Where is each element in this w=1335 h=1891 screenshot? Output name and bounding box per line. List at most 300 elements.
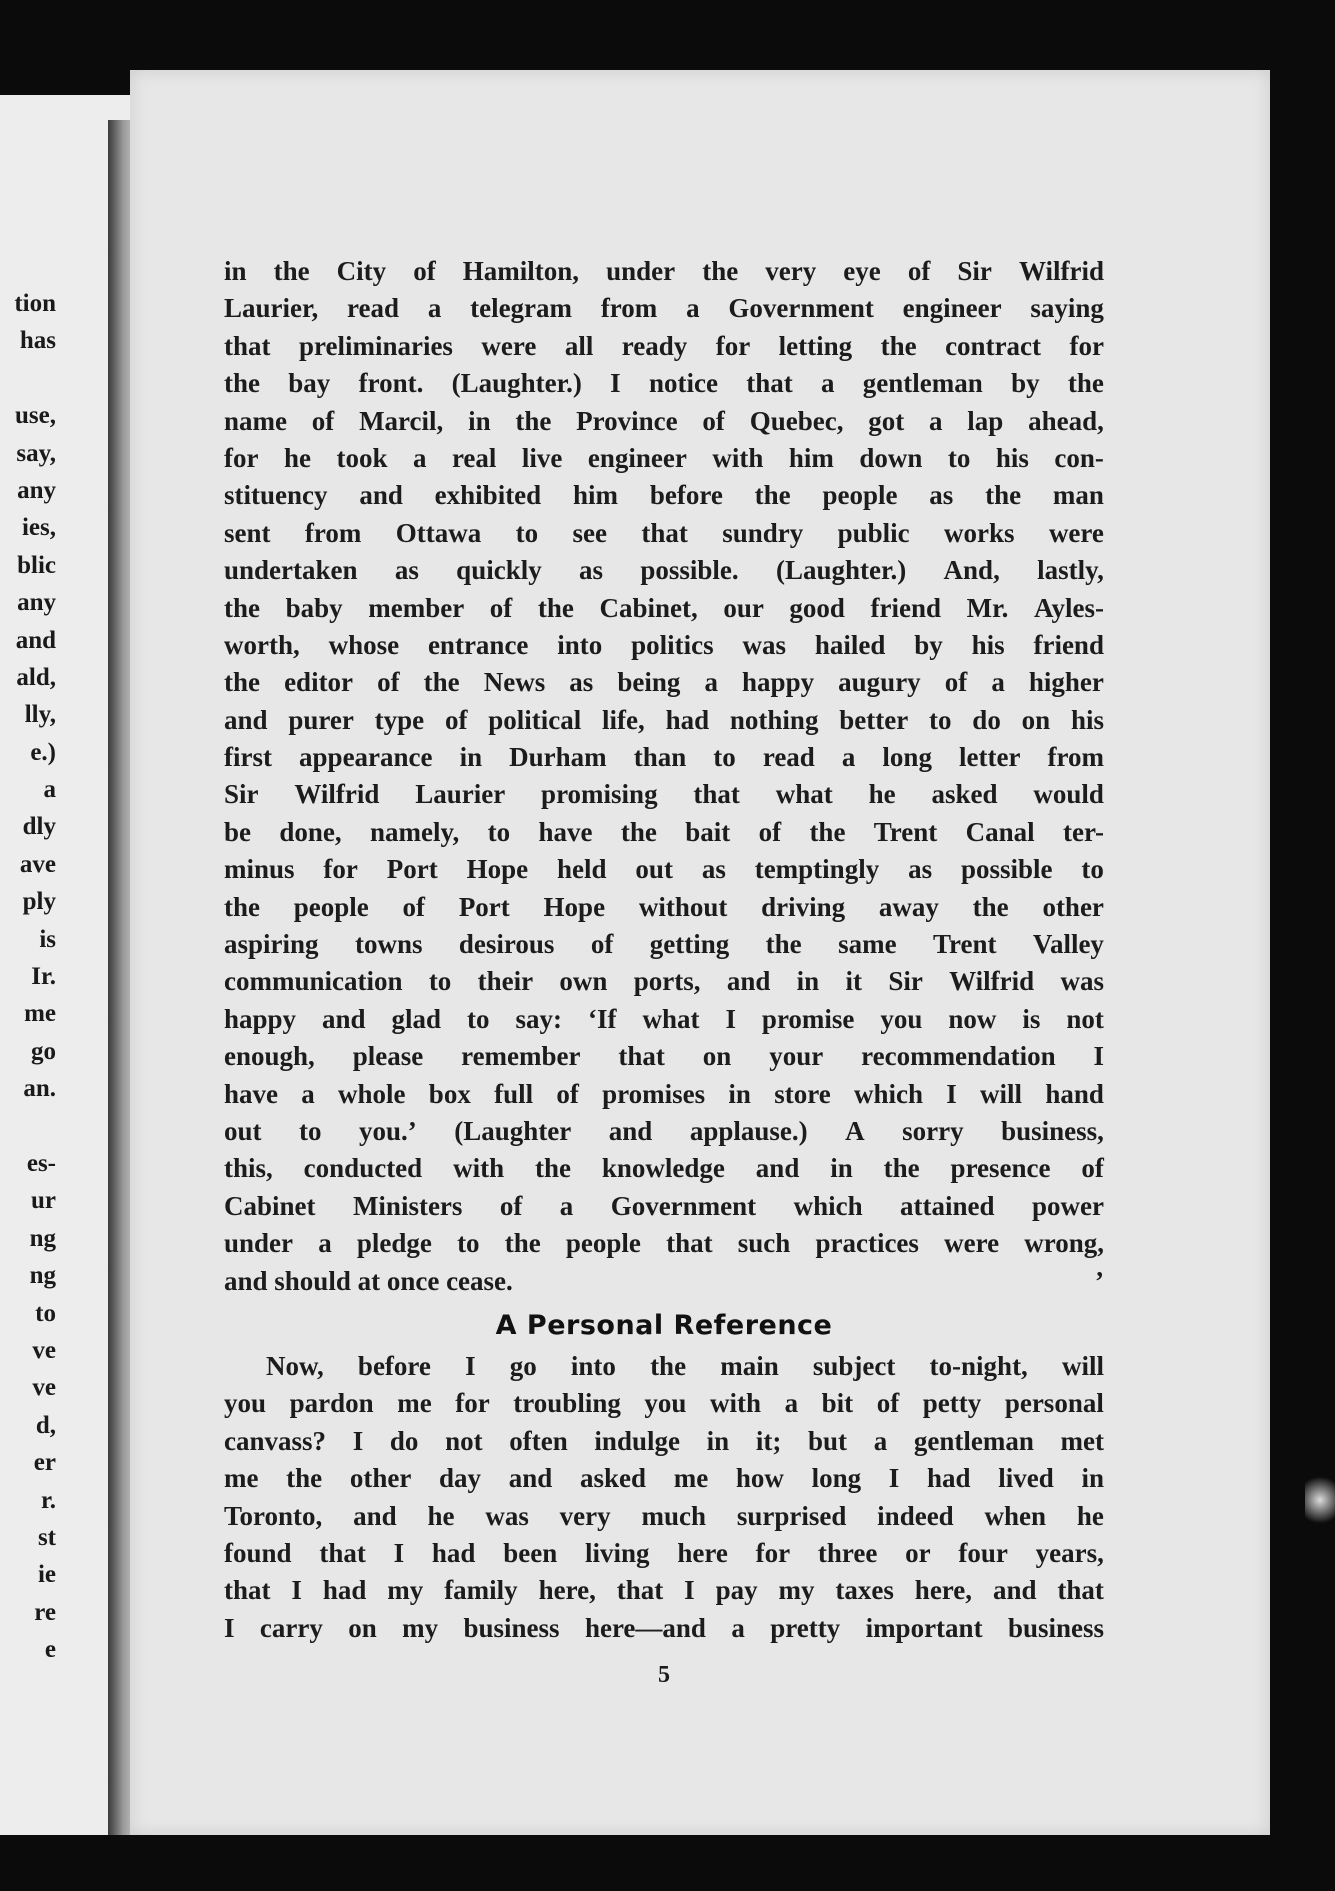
- word: he: [283, 442, 311, 473]
- paragraph-line: [224, 1113, 1104, 1150]
- word: in: [459, 742, 483, 773]
- facing-page-fragment: ies,: [21, 514, 56, 542]
- word: out: [635, 854, 673, 885]
- word: possible: [960, 854, 1053, 885]
- paragraph-line: [224, 590, 1104, 627]
- word: a: [929, 405, 943, 436]
- paragraph-line: [224, 328, 1104, 365]
- word: when: [984, 1500, 1047, 1531]
- word: Hope: [466, 854, 529, 885]
- paragraph-line: [224, 776, 1104, 813]
- word: gentleman: [862, 368, 983, 399]
- word: were: [944, 1228, 1000, 1259]
- word: but: [808, 1425, 848, 1456]
- word: here: [677, 1537, 728, 1568]
- word: were: [1048, 517, 1104, 548]
- facing-page-fragment: blic: [17, 551, 56, 579]
- word: which: [793, 1190, 863, 1221]
- word: under: [224, 1228, 294, 1259]
- word: Valley: [1032, 929, 1104, 960]
- word: other: [349, 1463, 412, 1494]
- word: worth,: [224, 629, 300, 660]
- facing-page-fragment: lly,: [24, 701, 56, 729]
- word: real: [451, 442, 497, 473]
- word: my: [387, 1575, 424, 1606]
- word: subject: [812, 1350, 896, 1381]
- word: lap: [967, 405, 1004, 436]
- word: the: [273, 256, 310, 286]
- word: he: [1076, 1500, 1104, 1531]
- word: that: [224, 1575, 271, 1606]
- word: (Laughter: [454, 1115, 572, 1146]
- word: quickly: [456, 555, 542, 586]
- word: whole: [338, 1078, 406, 1109]
- word: ready: [621, 330, 688, 361]
- word: main: [720, 1350, 779, 1381]
- word: before: [357, 1350, 431, 1381]
- word: happy: [224, 1003, 297, 1034]
- word: into: [570, 1350, 616, 1381]
- word: see: [572, 517, 607, 548]
- word: Cabinet,: [599, 592, 698, 623]
- word: I: [465, 1350, 476, 1381]
- word: I: [684, 1575, 695, 1606]
- word: I: [224, 1612, 235, 1643]
- facing-page-fragment: r.: [40, 1486, 56, 1514]
- word: as: [394, 555, 419, 586]
- word: Sir: [957, 256, 992, 286]
- facing-page-fragment: re: [34, 1598, 56, 1626]
- word: to: [947, 442, 971, 473]
- word: the: [880, 330, 917, 361]
- paragraph-line: [224, 889, 1104, 926]
- word: was: [485, 1500, 529, 1531]
- word: in: [224, 256, 247, 286]
- word: Government: [610, 1190, 757, 1221]
- word: I: [946, 1078, 957, 1109]
- word: down: [859, 442, 923, 473]
- word: people: [293, 891, 369, 922]
- word: to: [929, 704, 952, 735]
- word: exhibited: [434, 480, 542, 511]
- word: troubling: [513, 1388, 621, 1419]
- word: type: [374, 704, 425, 735]
- word: sorry: [902, 1115, 964, 1146]
- word: have: [538, 816, 593, 847]
- word: and: [508, 1463, 553, 1494]
- facing-page-fragment: use,: [15, 402, 56, 430]
- word: business: [1007, 1612, 1104, 1643]
- word: Sir: [224, 779, 259, 810]
- word: box: [428, 1078, 471, 1109]
- word: aspiring: [224, 929, 319, 960]
- word: editor: [284, 667, 354, 698]
- word: as: [579, 555, 604, 586]
- paragraph-last-line: [224, 1263, 1104, 1300]
- word: being: [617, 667, 681, 698]
- paragraph-line: [224, 1150, 1104, 1187]
- word: Now,: [266, 1350, 324, 1381]
- paragraph-line: [224, 365, 1104, 402]
- word: business: [463, 1612, 560, 1643]
- word: you: [224, 1388, 267, 1419]
- word: Toronto,: [224, 1500, 323, 1531]
- word: on: [702, 1041, 732, 1072]
- paragraph-line: [224, 1498, 1104, 1535]
- paragraph-last-line-text: and should at once cease.: [224, 1265, 513, 1296]
- page-number: 5: [658, 1662, 670, 1689]
- word: that: [618, 1041, 665, 1072]
- word: temptingly: [754, 854, 880, 885]
- document-page: [130, 70, 1270, 1835]
- word: into: [557, 629, 603, 660]
- word: to: [487, 816, 511, 847]
- word: here,: [538, 1575, 596, 1606]
- facing-page-fragment: e: [44, 1636, 56, 1664]
- word: Wilfrid: [949, 966, 1035, 997]
- word: petty: [922, 1388, 982, 1419]
- word: had: [322, 1575, 367, 1606]
- paragraph-line: [224, 627, 1104, 664]
- facing-page-fragment: st: [37, 1523, 56, 1551]
- word: friend: [1033, 629, 1104, 660]
- word: for: [715, 330, 751, 361]
- word: and: [992, 1575, 1037, 1606]
- word: sent: [224, 517, 271, 548]
- word: here,: [914, 1575, 973, 1606]
- word: lastly,: [1037, 555, 1104, 586]
- word: indulge: [594, 1425, 680, 1456]
- word: live: [521, 442, 563, 473]
- word: wrong,: [1024, 1228, 1104, 1259]
- word: I: [725, 1003, 736, 1034]
- word: Laurier,: [224, 293, 319, 324]
- word: as: [929, 480, 954, 511]
- word: name: [224, 405, 287, 436]
- word: ports,: [633, 966, 701, 997]
- word: namely,: [370, 816, 460, 847]
- paragraph-line: [224, 702, 1104, 739]
- word: a: [841, 742, 856, 773]
- word: in: [468, 405, 491, 436]
- word: had: [927, 1463, 971, 1494]
- word: say:: [515, 1003, 563, 1034]
- word: here—and: [584, 1612, 706, 1643]
- word: very: [559, 1500, 611, 1531]
- word: not: [1066, 1003, 1104, 1034]
- word: of: [590, 929, 614, 960]
- word: with: [453, 1153, 505, 1184]
- word: met: [1060, 1425, 1104, 1456]
- facing-page-fragment: ve: [32, 1336, 56, 1364]
- word: me: [673, 1463, 709, 1494]
- paragraph-line: [224, 664, 1104, 701]
- word: for: [224, 442, 259, 473]
- paragraph-line: [224, 1423, 1104, 1460]
- paragraph-line: [224, 1225, 1104, 1262]
- word: eye: [843, 256, 881, 286]
- word: the: [224, 592, 260, 623]
- facing-page-fragment: dly: [22, 813, 56, 841]
- word: on: [1021, 704, 1051, 735]
- word: store: [774, 1078, 831, 1109]
- word: I: [1093, 1041, 1104, 1072]
- word: for: [455, 1388, 490, 1419]
- word: the: [765, 929, 802, 960]
- word: that: [319, 1537, 366, 1568]
- word: for: [323, 854, 358, 885]
- word: or: [905, 1537, 931, 1568]
- word: baby: [285, 592, 343, 623]
- word: long: [882, 742, 932, 773]
- word: my: [402, 1612, 439, 1643]
- word: first: [224, 742, 272, 773]
- word: from: [1047, 742, 1104, 773]
- word: minus: [224, 854, 295, 885]
- word: had: [665, 704, 710, 735]
- word: of: [499, 1190, 523, 1221]
- word: Wilfrid: [294, 779, 380, 810]
- paragraph-line: [224, 1460, 1104, 1497]
- word: I: [352, 1425, 364, 1456]
- word: notice: [648, 368, 718, 399]
- word: enough,: [224, 1041, 315, 1072]
- word: promising: [541, 779, 658, 810]
- word: now: [948, 1003, 997, 1034]
- word: communication: [224, 966, 403, 997]
- word: I: [610, 368, 621, 399]
- word: how: [735, 1463, 784, 1494]
- word: the: [650, 1350, 687, 1381]
- word: whose: [328, 629, 400, 660]
- word: pretty: [770, 1612, 841, 1643]
- word: found: [224, 1537, 292, 1568]
- word: Quebec,: [749, 405, 844, 436]
- facing-page-fragment: ave: [19, 850, 56, 878]
- word: the: [754, 480, 791, 511]
- word: in: [1081, 1463, 1104, 1494]
- word: his: [1070, 704, 1104, 735]
- word: Canal: [965, 816, 1035, 847]
- word: been: [503, 1537, 558, 1568]
- word: a: [731, 1612, 745, 1643]
- word: indeed: [877, 1500, 954, 1531]
- word: to: [1081, 854, 1104, 885]
- paragraph-line: [224, 1610, 1104, 1647]
- word: power: [1031, 1190, 1104, 1221]
- facing-page-fragment: tion: [14, 290, 56, 317]
- word: in: [830, 1153, 853, 1184]
- word: before: [649, 480, 723, 511]
- word: me: [224, 1463, 259, 1494]
- word: public: [837, 517, 910, 548]
- word: family: [444, 1575, 518, 1606]
- word: Port: [458, 891, 510, 922]
- word: of: [377, 667, 400, 698]
- word: day: [439, 1463, 482, 1494]
- word: life,: [602, 704, 645, 735]
- word: of: [489, 592, 513, 623]
- word: of: [413, 256, 436, 286]
- word: he: [868, 779, 896, 810]
- word: living: [585, 1537, 650, 1568]
- word: preliminaries: [298, 330, 453, 361]
- facing-page-fragment: ie: [37, 1561, 56, 1589]
- facing-page-fragment: ve: [32, 1374, 56, 1402]
- word: bait: [685, 816, 731, 847]
- word: done,: [279, 816, 342, 847]
- word: of: [556, 1078, 579, 1109]
- word: to-night,: [929, 1350, 1028, 1381]
- word: letter: [959, 742, 1021, 773]
- word: be: [224, 816, 251, 847]
- word: and: [608, 1115, 653, 1146]
- word: bay: [288, 368, 331, 399]
- word: taxes: [835, 1575, 894, 1606]
- word: a: [686, 293, 700, 324]
- word: Cabinet: [224, 1190, 316, 1221]
- paragraph-line: [224, 403, 1104, 440]
- word: long: [811, 1463, 862, 1494]
- word: which: [853, 1078, 923, 1109]
- word: it: [845, 966, 863, 997]
- word: have: [224, 1078, 278, 1109]
- word: very: [765, 256, 817, 286]
- word: years,: [1035, 1537, 1104, 1568]
- word: would: [1033, 779, 1104, 810]
- word: away: [878, 891, 939, 922]
- facing-page-fragment: any: [17, 476, 56, 504]
- word: the: [224, 891, 260, 922]
- word: Sir: [888, 966, 923, 997]
- word: Mr.: [966, 592, 1009, 623]
- word: Durham: [509, 742, 607, 773]
- word: better: [839, 704, 909, 735]
- paragraph-line: [224, 1038, 1104, 1075]
- word: possible.: [640, 555, 739, 586]
- paragraph-line: [224, 1076, 1104, 1113]
- word: with: [712, 442, 764, 473]
- word: for: [755, 1537, 791, 1568]
- word: engineer: [587, 442, 687, 473]
- word: entrance: [427, 629, 529, 660]
- word: such: [737, 1228, 791, 1259]
- paragraph-line: [224, 739, 1104, 776]
- word: got: [868, 405, 905, 436]
- word: a: [412, 442, 427, 473]
- word: pay: [715, 1575, 758, 1606]
- word: the: [224, 667, 260, 698]
- paragraph-line: [224, 1572, 1104, 1609]
- paragraph-line: [224, 1385, 1104, 1422]
- word: a: [301, 1078, 315, 1109]
- word: a: [873, 1425, 888, 1456]
- word: that: [746, 368, 793, 399]
- section-heading: A Personal Reference: [495, 1309, 833, 1341]
- paragraph-line: [224, 851, 1104, 888]
- word: do: [389, 1425, 419, 1456]
- word: you: [880, 1003, 923, 1034]
- paragraph-line: [224, 814, 1104, 851]
- word: their: [477, 966, 534, 997]
- word: not: [445, 1425, 483, 1456]
- word: pardon: [289, 1388, 374, 1419]
- word: he: [427, 1500, 455, 1531]
- word: to: [713, 742, 736, 773]
- word: desirous: [458, 929, 555, 960]
- word: your: [769, 1041, 824, 1072]
- word: as: [569, 667, 594, 698]
- word: the: [985, 480, 1022, 511]
- word: con-: [1054, 442, 1104, 473]
- word: attained: [900, 1190, 995, 1221]
- word: much: [641, 1500, 706, 1531]
- paragraph-line: [224, 253, 1104, 290]
- facing-page-fragment: ng: [29, 1224, 56, 1252]
- word: four: [958, 1537, 1008, 1568]
- word: that: [641, 517, 688, 548]
- word: the: [534, 1153, 571, 1184]
- word: go: [509, 1350, 537, 1381]
- facing-page-fragment: ng: [29, 1262, 56, 1290]
- word: letting: [778, 330, 853, 361]
- facing-page-fragment: [14, 360, 56, 397]
- word: of: [311, 405, 335, 436]
- facing-page-fragment: and: [15, 626, 56, 654]
- word: from: [600, 293, 658, 324]
- word: lived: [998, 1463, 1054, 1494]
- word: were: [481, 330, 537, 361]
- facing-page-fragment: say,: [16, 439, 56, 467]
- facing-page-fragment: has: [19, 327, 56, 355]
- word: asked: [931, 779, 998, 810]
- word: important: [865, 1612, 983, 1643]
- word: for: [1069, 330, 1104, 361]
- word: augury: [838, 667, 921, 698]
- word: that: [666, 1228, 713, 1259]
- word: my: [778, 1575, 815, 1606]
- word: the: [883, 1153, 920, 1184]
- word: had: [431, 1537, 476, 1568]
- word: a: [427, 293, 442, 324]
- word: promise: [761, 1003, 855, 1034]
- word: I: [393, 1537, 405, 1568]
- word: And,: [943, 555, 1000, 586]
- word: works: [944, 517, 1015, 548]
- word: canvass?: [224, 1425, 327, 1456]
- word: that: [693, 779, 740, 810]
- word: the: [809, 816, 846, 847]
- word: man: [1052, 480, 1104, 511]
- word: a: [704, 667, 718, 698]
- word: Province: [576, 405, 678, 436]
- facing-page-fragment: a: [43, 776, 56, 804]
- word: personal: [1004, 1388, 1104, 1419]
- paragraph-line: [224, 1348, 1104, 1385]
- word: nothing: [729, 704, 819, 735]
- word: recommendation: [861, 1041, 1056, 1072]
- paragraph-line: [224, 552, 1104, 589]
- word: as: [701, 854, 726, 885]
- word: of: [907, 256, 931, 286]
- word: with: [710, 1388, 762, 1419]
- paragraph-continued: [224, 253, 1104, 1263]
- word: that: [616, 1575, 664, 1606]
- word: and: [755, 1153, 800, 1184]
- word: bit: [821, 1388, 854, 1419]
- word: News: [483, 667, 546, 698]
- word: ahead,: [1028, 405, 1104, 436]
